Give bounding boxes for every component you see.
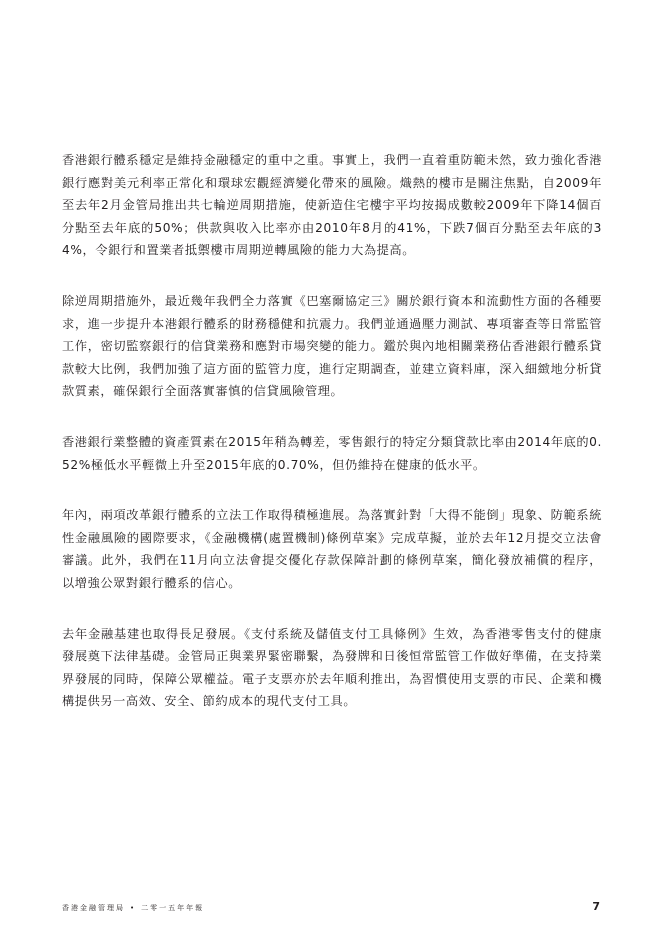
- footer-separator: •: [130, 904, 137, 912]
- page-number: 7: [592, 900, 600, 913]
- paragraph-banking-stability: 香港銀行體系穩定是維持金融穩定的重中之重。事實上，我們一直着重防範未然，致力強化香港銀行應對美元利率正常化和環球宏觀經濟變化帶來的風險。熾熱的樓市是關注焦點，自2009年至去年2月金管局推出共七輪逆周期措施，使新造住宅樓宇平均按揭成數較2009年下降14個百分點至去年底的50%；供款與收入比率亦由2010年8月的41%，下跌7個百分點至去年底的34%，令銀行和置業者抵禦樓市周期逆轉風險的能力大為提高。: [62, 153, 602, 258]
- footer-organization: 香港金融管理局: [62, 904, 125, 912]
- paragraph-basel-iii: 除逆周期措施外，最近幾年我們全力落實《巴塞爾協定三》關於銀行資本和流動性方面的各種要求，進一步提升本港銀行體系的財務穩健和抗震力。我們並通過壓力測試、專項審查等日常監管工作，密切監察銀行的信貸業務和應對市場突變的能力。鑑於與內地相關業務佔香港銀行體系貸款較大比例，我們加強了這方面的監管力度，進行定期調查，並建立資料庫，深入細緻地分析貸款質素，確保銀行全面落實審慎的信貸風險管理。: [62, 293, 602, 399]
- paragraph-asset-quality: 香港銀行業整體的資產質素在2015年稍為轉差，零售銀行的特定分類貸款比率由2014年底的0.52%極低水平輕微上升至2015年底的0.70%，但仍維持在健康的低水平。: [62, 434, 603, 472]
- footer-caption: [62, 903, 204, 913]
- paragraph-financial-infrastructure: 去年金融基建也取得長足發展。《支付系統及儲值支付工具條例》生效，為香港零售支付的健康發展奠下法律基礎。金管局正與業界緊密聯繫，為發牌和日後恒常監管工作做好準備，在支持業界發展的同時，保障公眾權益。電子支票亦於去年順利推出，為習慣使用支票的市民、企業和機構提供另一高效、安全、節約成本的現代支付工具。: [62, 626, 602, 709]
- paragraph-legislation: 年內，兩項改革銀行體系的立法工作取得積極進展。為落實針對「大得不能倒」現象、防範系統性金融風險的國際要求，《金融機構(處置機制)條例草案》完成草擬，並於去年12月提交立法會審議。此外，我們在11月向立法會提交優化存款保障計劃的條例草案，簡化發放補償的程序，以增強公眾對銀行體系的信心。: [62, 508, 602, 590]
- body-text: [62, 149, 602, 713]
- footer-report-title: 二零一五年年報: [141, 904, 205, 912]
- page-footer: [62, 900, 600, 916]
